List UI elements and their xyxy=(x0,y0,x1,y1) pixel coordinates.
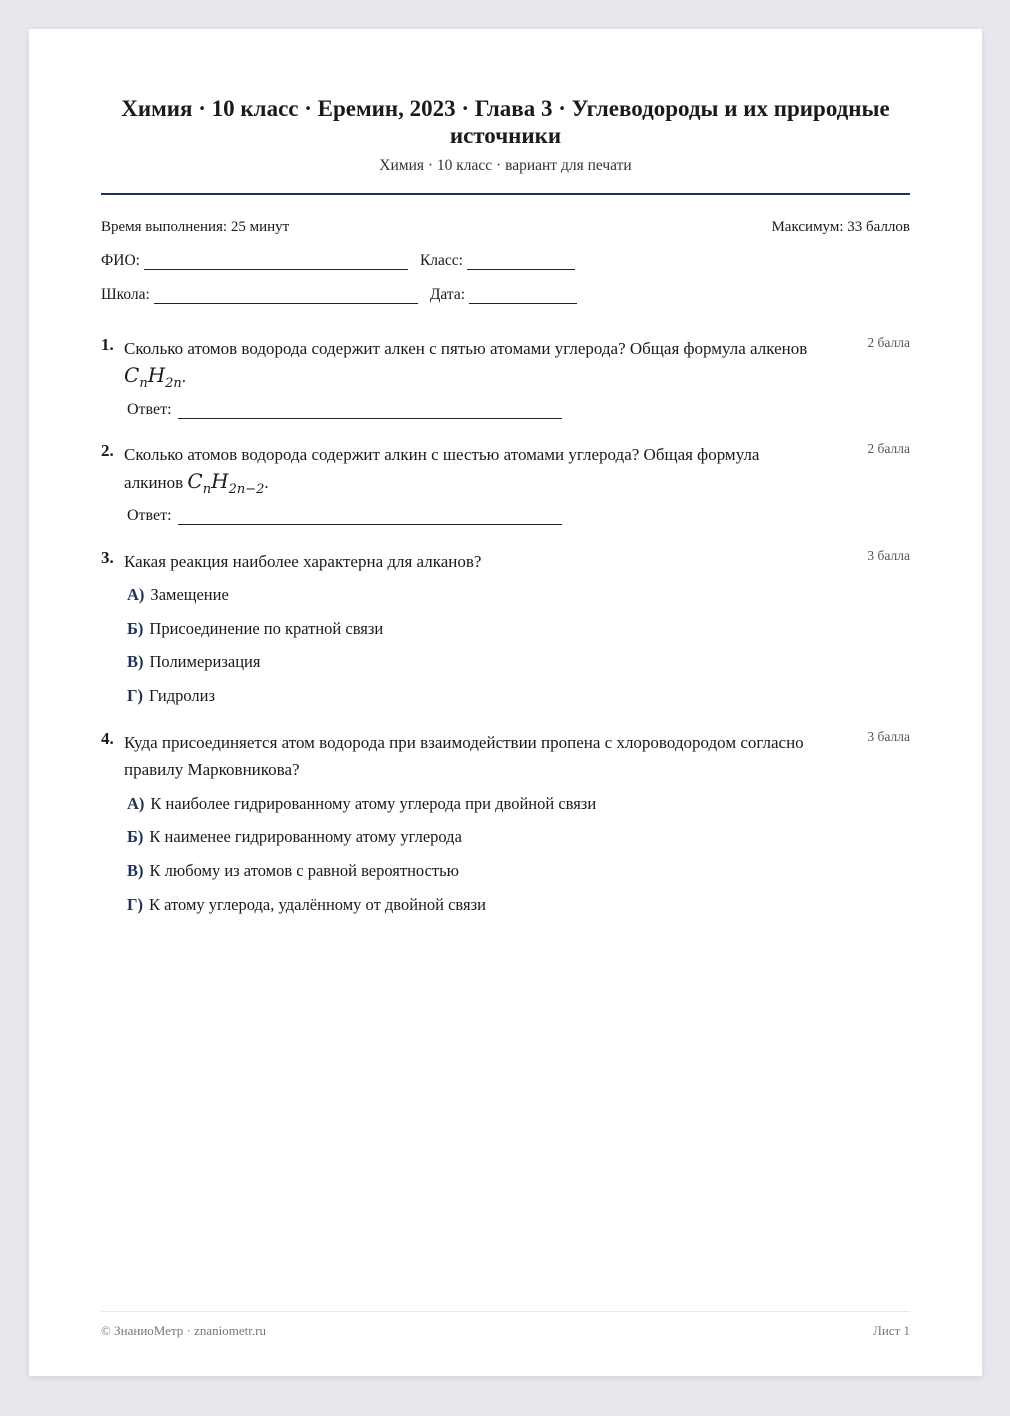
question-text: Сколько атомов водорода содержит алкен с пятью атомами углерода? Общая формула алкенов $C_nH_{2n}$. xyxy=(124,339,808,391)
class-label: Класс: xyxy=(419,252,463,269)
question-points: 2 балла xyxy=(867,335,910,350)
option-letter: Б) xyxy=(127,827,144,846)
question-number: 1. xyxy=(101,335,114,354)
answer-row xyxy=(127,507,562,525)
question-points: 3 балла xyxy=(867,548,910,563)
option-letter: В) xyxy=(127,652,144,671)
option-letter: Г) xyxy=(127,895,143,914)
question-text: Сколько атомов водорода содержит алкин с шестью атомами углерода? Общая формула алкинов $C_nH_{2n-2}$. xyxy=(124,445,760,497)
answer-label: Ответ: xyxy=(127,507,172,524)
max-score: Максимум: 33 баллов xyxy=(771,219,910,235)
header-divider xyxy=(101,193,910,195)
option-b[interactable] xyxy=(127,827,462,847)
time-limit: Время выполнения: 25 минут xyxy=(101,219,290,235)
option-text: Присоединение по кратной связи xyxy=(149,619,384,638)
question-points: 2 балла xyxy=(867,441,910,456)
question-text-body-cont: алкинов xyxy=(124,473,184,492)
school-label: Школа: xyxy=(101,286,150,303)
option-text: К наименее гидрированному атому углерода xyxy=(149,827,462,846)
question-number: 2. xyxy=(101,441,114,460)
option-text: К наиболее гидрированному атому углерода при двойной связи xyxy=(150,794,597,813)
option-text: К любому из атомов с равной вероятностью xyxy=(149,861,459,880)
page-title: Химия · 10 класс · Еремин, 2023 · Глава 3 · Углеводороды и их природные источники xyxy=(121,96,890,148)
question-number: 4. xyxy=(101,729,114,748)
option-c[interactable] xyxy=(127,861,459,881)
footer-divider xyxy=(101,1311,910,1312)
option-a[interactable] xyxy=(127,794,596,814)
question-text-body: Сколько атомов водорода содержит алкин с шестью атомами углерода? Общая формула xyxy=(124,445,760,464)
school-date-row xyxy=(101,285,577,304)
class-field[interactable] xyxy=(467,251,575,270)
option-text: Гидролиз xyxy=(149,686,215,705)
option-text: К атому углерода, удалённому от двойной связи xyxy=(149,895,486,914)
footer-copyright: © ЗнаниоМетр · znaniometr.ru xyxy=(101,1323,266,1338)
question-text-body: Сколько атомов водорода содержит алкен с пятью атомами углерода? Общая формула алкенов xyxy=(124,339,808,358)
question-text: Куда присоединяется атом водорода при взаимодействии пропена с хлороводородом согласно правилу Марковникова? xyxy=(124,733,804,779)
answer-row xyxy=(127,401,562,419)
answer-label: Ответ: xyxy=(127,401,172,418)
option-c[interactable] xyxy=(127,652,260,672)
option-b[interactable] xyxy=(127,619,383,639)
option-text: Полимеризация xyxy=(149,652,261,671)
page-subtitle: Химия · 10 класс · вариант для печати xyxy=(379,157,632,174)
worksheet-page xyxy=(29,29,982,1376)
question-points: 3 балла xyxy=(867,729,910,744)
school-field[interactable] xyxy=(154,285,418,304)
date-field[interactable] xyxy=(469,285,577,304)
option-text: Замещение xyxy=(150,585,229,604)
question-number: 3. xyxy=(101,548,114,567)
option-a[interactable] xyxy=(127,585,229,605)
fio-class-row xyxy=(101,251,575,270)
page-number: Лист 1 xyxy=(873,1323,910,1338)
option-letter: А) xyxy=(127,794,145,813)
fio-field[interactable] xyxy=(144,251,408,270)
fio-label: ФИО: xyxy=(101,252,140,269)
answer-field[interactable] xyxy=(178,510,562,525)
date-label: Дата: xyxy=(429,286,466,303)
question-text: Какая реакция наиболее характерна для алканов? xyxy=(124,552,482,571)
option-letter: Г) xyxy=(127,686,143,705)
answer-field[interactable] xyxy=(178,404,562,419)
option-letter: А) xyxy=(127,585,145,604)
option-d[interactable] xyxy=(127,895,486,915)
formula: $C_nH_{2n}$ xyxy=(124,363,182,391)
option-d[interactable] xyxy=(127,686,215,706)
formula: $C_nH_{2n-2}$ xyxy=(187,469,265,497)
option-letter: В) xyxy=(127,861,144,880)
option-letter: Б) xyxy=(127,619,144,638)
